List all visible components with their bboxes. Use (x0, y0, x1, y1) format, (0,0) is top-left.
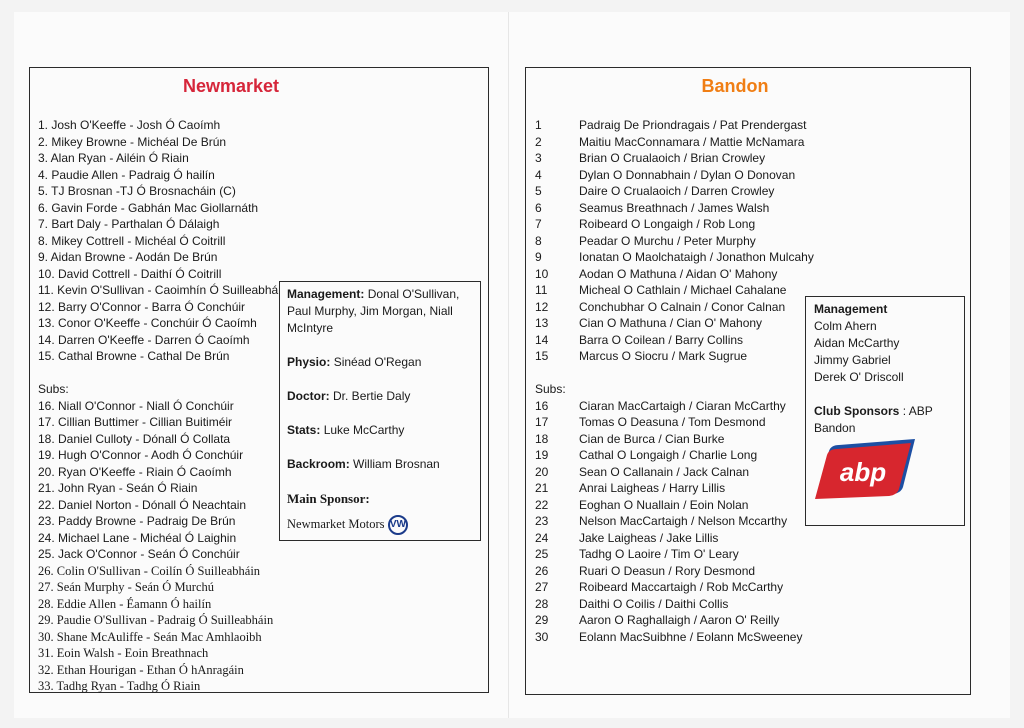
roster-row: 9. Aidan Browne - Aodán De Brún (38, 250, 218, 264)
jersey-number: 26 (535, 563, 549, 578)
roster-row: 10. David Cottrell - Daithí Ó Coitrill (38, 266, 222, 281)
player-name: Ruari O Deasun / Rory Desmond (579, 563, 756, 578)
player-name: Daire O Crualaoich / Darren Crowley (579, 184, 775, 198)
player-name: Cian O Mathuna / Cian O' Mahony (579, 316, 763, 330)
player-name: Ionatan O Maolchataigh / Jonathon Mulcahy (579, 250, 814, 264)
roster-row (535, 447, 815, 464)
jersey-number: 7 (535, 217, 542, 231)
abp-logo-text: abp (839, 457, 887, 487)
newmarket-subs-label: Subs: (38, 382, 69, 396)
jersey-number: 3 (535, 151, 542, 165)
player-name: Eoghan O Nuallain / Eoin Nolan (579, 497, 749, 512)
jersey-number: 1 (535, 118, 542, 132)
jersey-number: 16 (535, 398, 549, 413)
roster-row: 25. Jack O'Connor - Seán Ó Conchúir (38, 547, 240, 561)
jersey-number: 5 (535, 184, 542, 198)
player-name: Nelson MacCartaigh / Nelson Mccarthy (579, 514, 788, 528)
player-name: Brian O Crualaoich / Brian Crowley (579, 151, 766, 165)
roster-row: 24. Michael Lane - Michéal Ó Laighin (38, 530, 237, 545)
backroom-value: William Brosnan (353, 457, 440, 471)
roster-row: 4. Paudie Allen - Padraig Ó hailín (38, 167, 215, 182)
roster-row: 33. Tadhg Ryan - Tadhg Ó Riain (38, 679, 201, 693)
jersey-number: 28 (535, 596, 549, 611)
jersey-number: 10 (535, 266, 549, 281)
roster-row: 23. Paddy Browne - Padraig De Brún (38, 514, 236, 528)
roster-row: 31. Eoin Walsh - Eoin Breathnach (38, 646, 209, 660)
stats-label: Stats: (287, 423, 321, 437)
jersey-number: 15 (535, 349, 549, 363)
player-name: Peadar O Murchu / Peter Murphy (579, 233, 756, 248)
player-name: Jake Laigheas / Jake Lillis (579, 530, 719, 545)
physio-label: Physio: (287, 355, 331, 369)
roster-row (535, 513, 815, 530)
bandon-subs-label: Subs: (535, 382, 566, 396)
jersey-number: 20 (535, 464, 549, 479)
roster-row: 6. Gavin Forde - Gabhán Mac Giollarnáth (38, 200, 259, 215)
club-sponsors-label: Club Sponsors (814, 404, 900, 418)
roster-row (535, 117, 815, 134)
player-name: Marcus O Siocru / Mark Sugrue (579, 349, 748, 363)
newmarket-title: Newmarket (182, 76, 280, 96)
roster-row (535, 266, 815, 283)
player-name: Tomas O Deasuna / Tom Desmond (579, 415, 766, 429)
player-name: Roibeard Maccartaigh / Rob McCarthy (579, 580, 784, 594)
roster-row (535, 414, 815, 431)
roster-row (535, 612, 815, 629)
roster-row: 28. Eddie Allen - Éamann Ó hailín (38, 596, 212, 611)
roster-row: 11. Kevin O'Sullivan - Caoimhín Ó Suilleabhá (38, 283, 279, 297)
player-name: Barra O Coilean / Barry Collins (579, 332, 744, 347)
roster-row (535, 150, 815, 167)
roster-row: 1. Josh O'Keeffe - Josh Ó Caoímh (38, 118, 221, 132)
newmarket-subs (38, 398, 298, 563)
jersey-number: 25 (535, 547, 549, 561)
roster-row: 8. Mikey Cottrell - Michéal Ó Coitrill (38, 233, 226, 248)
bandon-management-label: Management (814, 302, 888, 316)
roster-row: 16. Niall O'Connor - Niall Ó Conchúir (38, 398, 234, 413)
roster-row (535, 134, 815, 151)
player-name: Cian de Burca / Cian Burke (579, 431, 725, 446)
roster-row: 29. Paudie O'Sullivan - Padraig Ó Suilleabháin (38, 613, 274, 627)
roster-row: 30. Shane McAuliffe - Seán Mac Amhlaoibh (38, 629, 262, 644)
management-value: Donal O'Sullivan, Paul Murphy, Jim Morgan, Niall McIntyre (287, 287, 460, 335)
management-label: Management: (287, 287, 365, 301)
main-sponsor-label: Main Sponsor: (287, 491, 370, 506)
roster-row (535, 282, 815, 299)
jersey-number: 23 (535, 514, 549, 528)
roster-row (535, 216, 815, 233)
roster-row: 18. Daniel Culloty - Dónall Ó Collata (38, 431, 231, 446)
player-name: Aaron O Raghallaigh / Aaron O' Reilly (579, 613, 780, 627)
roster-row (535, 546, 815, 563)
roster-row (535, 431, 815, 448)
roster-row (535, 315, 815, 332)
player-name: Tadhg O Laoire / Tim O' Leary (579, 547, 739, 561)
jersey-number: 30 (535, 629, 549, 644)
roster-row: 17. Cillian Buttimer - Cillian Buitiméir (38, 415, 233, 429)
roster-row: 15. Cathal Browne - Cathal De Brún (38, 349, 230, 363)
roster-row (535, 596, 815, 613)
page-fold (508, 12, 509, 718)
backroom-entry (287, 456, 473, 473)
roster-row: 7. Bart Daly - Parthalan Ó Dálaigh (38, 217, 220, 231)
bandon-management-list (814, 318, 956, 386)
jersey-number: 12 (535, 299, 549, 314)
main-sponsor-value: Newmarket Motors (287, 517, 385, 532)
jersey-number: 21 (535, 481, 549, 495)
vw-logo-icon: VW (388, 515, 408, 535)
jersey-number: 14 (535, 332, 549, 347)
club-sponsors-value: : ABP Bandon (814, 404, 933, 435)
newmarket-starters (38, 117, 298, 365)
physio-entry (287, 354, 473, 371)
player-name: Anrai Laigheas / Harry Lillis (579, 481, 726, 495)
bandon-starters (535, 117, 815, 365)
player-name: Micheal O Cathlain / Michael Cahalane (579, 283, 787, 297)
roster-row: 22. Daniel Norton - Dónall Ó Neachtain (38, 497, 247, 512)
roster-row (535, 480, 815, 497)
roster-row (535, 167, 815, 184)
roster-row (535, 233, 815, 250)
roster-row: 21. John Ryan - Seán Ó Riain (38, 481, 198, 495)
roster-row (535, 464, 815, 481)
manager-name: Aidan McCarthy (814, 336, 900, 350)
roster-row: 5. TJ Brosnan -TJ Ó Brosnacháin (C) (38, 184, 236, 198)
player-name: Ciaran MacCartaigh / Ciaran McCarthy (579, 398, 786, 413)
roster-row (535, 299, 815, 316)
player-name: Padraig De Priondragais / Pat Prendergast (579, 118, 807, 132)
main-sponsor-entry (287, 515, 473, 535)
bandon-roster (535, 117, 815, 645)
roster-row (535, 497, 815, 514)
roster-row (535, 249, 815, 266)
manager-name: Derek O' Driscoll (814, 370, 904, 384)
backroom-label: Backroom: (287, 457, 350, 471)
jersey-number: 29 (535, 613, 549, 627)
jersey-number: 4 (535, 167, 542, 182)
roster-row: 26. Colin O'Sullivan - Coilín Ó Suilleabháin (38, 563, 261, 578)
player-name: Aodan O Mathuna / Aidan O' Mahony (579, 266, 778, 281)
jersey-number: 8 (535, 233, 542, 248)
roster-row: 27. Seán Murphy - Seán Ó Murchú (38, 580, 215, 594)
roster-row (535, 348, 815, 365)
jersey-number: 17 (535, 415, 549, 429)
jersey-number: 11 (535, 283, 548, 297)
jersey-number: 27 (535, 580, 549, 594)
roster-row: 2. Mikey Browne - Michéal De Brún (38, 134, 227, 149)
roster-row: 20. Ryan O'Keeffe - Riain Ó Caoímh (38, 464, 232, 479)
management-entry (287, 286, 473, 337)
bandon-title: Bandon (701, 76, 769, 96)
bandon-subs (535, 398, 815, 646)
jersey-number: 19 (535, 448, 549, 462)
player-name: Daithi O Coilis / Daithi Collis (579, 596, 729, 611)
jersey-number: 9 (535, 250, 542, 264)
club-sponsors-entry (814, 403, 956, 437)
abp-logo-icon (811, 437, 917, 503)
jersey-number: 2 (535, 134, 542, 149)
player-name: Sean O Callanain / Jack Calnan (579, 464, 750, 479)
roster-row (535, 332, 815, 349)
newmarket-roster (38, 117, 298, 695)
player-name: Roibeard O Longaigh / Rob Long (579, 217, 756, 231)
roster-row: 19. Hugh O'Connor - Aodh Ó Conchúir (38, 448, 244, 462)
jersey-number: 22 (535, 497, 549, 512)
stats-value: Luke McCarthy (323, 423, 405, 437)
jersey-number: 6 (535, 200, 542, 215)
roster-row: 12. Barry O'Connor - Barra Ó Conchúir (38, 299, 246, 314)
jersey-number: 24 (535, 530, 549, 545)
manager-name: Jimmy Gabriel (814, 353, 891, 367)
roster-row (535, 579, 815, 596)
manager-name: Colm Ahern (814, 319, 877, 333)
player-name: Seamus Breathnach / James Walsh (579, 200, 770, 215)
newmarket-subs-serif (38, 563, 298, 695)
doctor-label: Doctor: (287, 389, 330, 403)
roster-row (535, 398, 815, 415)
newmarket-officials-box (279, 281, 481, 541)
roster-row (535, 563, 815, 580)
roster-row: 32. Ethan Hourigan - Ethan Ó hAnragáin (38, 662, 244, 677)
roster-row: 3. Alan Ryan - Ailéin Ó Riain (38, 151, 189, 165)
player-name: Maitiu MacConnamara / Mattie McNamara (579, 134, 805, 149)
doctor-value: Dr. Bertie Daly (333, 389, 411, 403)
physio-value: Sinéad O'Regan (333, 355, 422, 369)
stats-entry (287, 422, 473, 439)
roster-row (535, 530, 815, 547)
doctor-entry (287, 388, 473, 405)
jersey-number: 18 (535, 431, 549, 446)
roster-row (535, 200, 815, 217)
roster-row: 13. Conor O'Keeffe - Conchúir Ó Caoímh (38, 316, 257, 330)
jersey-number: 13 (535, 316, 549, 330)
player-name: Dylan O Donnabhain / Dylan O Donovan (579, 167, 796, 182)
player-name: Cathal O Longaigh / Charlie Long (579, 448, 758, 462)
roster-row (535, 183, 815, 200)
player-name: Conchubhar O Calnain / Conor Calnan (579, 299, 786, 314)
player-name: Eolann MacSuibhne / Eolann McSweeney (579, 629, 803, 644)
roster-row (535, 629, 815, 646)
roster-row: 14. Darren O'Keeffe - Darren Ó Caoímh (38, 332, 250, 347)
